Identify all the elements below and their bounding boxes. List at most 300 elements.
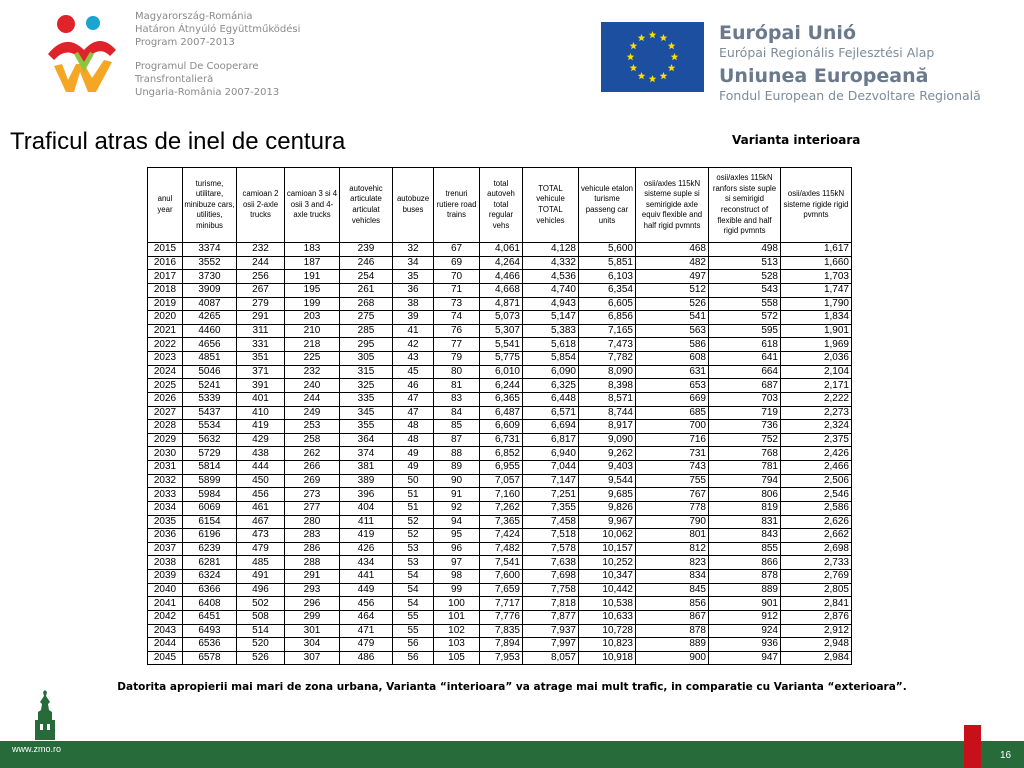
value-cell: 203	[285, 311, 340, 325]
value-cell: 53	[393, 542, 434, 556]
value-cell: 4265	[183, 311, 237, 325]
value-cell: 438	[237, 447, 285, 461]
value-cell: 631	[636, 365, 709, 379]
value-cell: 7,365	[480, 515, 523, 529]
value-cell: 99	[434, 583, 480, 597]
column-header: camioan 2 osii 2-axle trucks	[237, 168, 285, 243]
value-cell: 267	[237, 283, 285, 297]
value-cell: 6,365	[480, 392, 523, 406]
value-cell: 801	[636, 529, 709, 543]
value-cell: 6578	[183, 651, 237, 665]
value-cell: 55	[393, 624, 434, 638]
year-cell: 2038	[148, 556, 183, 570]
value-cell: 1,747	[781, 283, 852, 297]
value-cell: 806	[709, 488, 781, 502]
value-cell: 311	[237, 324, 285, 338]
value-cell: 404	[340, 501, 393, 515]
value-cell: 1,703	[781, 270, 852, 284]
value-cell: 7,262	[480, 501, 523, 515]
value-cell: 69	[434, 256, 480, 270]
year-cell: 2025	[148, 379, 183, 393]
value-cell: 262	[285, 447, 340, 461]
year-cell: 2017	[148, 270, 183, 284]
value-cell: 304	[285, 638, 340, 652]
value-cell: 266	[285, 461, 340, 475]
value-cell: 10,442	[579, 583, 636, 597]
value-cell: 5,600	[579, 243, 636, 257]
value-cell: 89	[434, 461, 480, 475]
value-cell: 434	[340, 556, 393, 570]
value-cell: 558	[709, 297, 781, 311]
value-cell: 8,057	[523, 651, 579, 665]
value-cell: 77	[434, 338, 480, 352]
table-row	[148, 570, 852, 584]
value-cell: 4,871	[480, 297, 523, 311]
value-cell: 456	[237, 488, 285, 502]
value-cell: 1,617	[781, 243, 852, 257]
value-cell: 2,984	[781, 651, 852, 665]
value-cell: 299	[285, 610, 340, 624]
value-cell: 396	[340, 488, 393, 502]
value-cell: 572	[709, 311, 781, 325]
value-cell: 7,953	[480, 651, 523, 665]
value-cell: 288	[285, 556, 340, 570]
table-row	[148, 461, 852, 475]
year-cell: 2015	[148, 243, 183, 257]
value-cell: 46	[393, 379, 434, 393]
column-header: TOTAL vehicule TOTAL vehicles	[523, 168, 579, 243]
value-cell: 364	[340, 433, 393, 447]
year-cell: 2029	[148, 433, 183, 447]
value-cell: 641	[709, 352, 781, 366]
value-cell: 912	[709, 610, 781, 624]
value-cell: 4,943	[523, 297, 579, 311]
year-cell: 2019	[148, 297, 183, 311]
value-cell: 74	[434, 311, 480, 325]
page-title: Traficul atras de inel de centura	[10, 128, 346, 155]
variant-label: Varianta interioara	[732, 133, 861, 147]
value-cell: 6,940	[523, 447, 579, 461]
value-cell: 34	[393, 256, 434, 270]
value-cell: 232	[285, 365, 340, 379]
value-cell: 6,090	[523, 365, 579, 379]
value-cell: 520	[237, 638, 285, 652]
value-cell: 81	[434, 379, 480, 393]
partner-program-logo	[44, 14, 122, 96]
value-cell: 2,841	[781, 597, 852, 611]
value-cell: 5,618	[523, 338, 579, 352]
table-row	[148, 297, 852, 311]
value-cell: 6,571	[523, 406, 579, 420]
value-cell: 7,717	[480, 597, 523, 611]
year-cell: 2045	[148, 651, 183, 665]
value-cell: 256	[237, 270, 285, 284]
table-row	[148, 270, 852, 284]
value-cell: 790	[636, 515, 709, 529]
value-cell: 351	[237, 352, 285, 366]
value-cell: 7,937	[523, 624, 579, 638]
table-row	[148, 597, 852, 611]
value-cell: 889	[709, 583, 781, 597]
value-cell: 5,147	[523, 311, 579, 325]
value-cell: 4,061	[480, 243, 523, 257]
value-cell: 38	[393, 297, 434, 311]
eu-logo-text	[719, 22, 981, 108]
value-cell: 51	[393, 501, 434, 515]
value-cell: 210	[285, 324, 340, 338]
column-header: anul year	[148, 168, 183, 243]
value-cell: 7,578	[523, 542, 579, 556]
value-cell: 105	[434, 651, 480, 665]
partner-program-text	[135, 10, 300, 99]
value-cell: 55	[393, 610, 434, 624]
value-cell: 669	[636, 392, 709, 406]
value-cell: 8,917	[579, 420, 636, 434]
value-cell: 10,728	[579, 624, 636, 638]
value-cell: 199	[285, 297, 340, 311]
value-cell: 47	[393, 392, 434, 406]
value-cell: 1,834	[781, 311, 852, 325]
value-cell: 32	[393, 243, 434, 257]
year-cell: 2024	[148, 365, 183, 379]
table-row	[148, 243, 852, 257]
value-cell: 781	[709, 461, 781, 475]
value-cell: 429	[237, 433, 285, 447]
value-cell: 2,426	[781, 447, 852, 461]
table-row	[148, 406, 852, 420]
value-cell: 8,090	[579, 365, 636, 379]
value-cell: 752	[709, 433, 781, 447]
value-cell: 5,073	[480, 311, 523, 325]
table-row	[148, 365, 852, 379]
value-cell: 845	[636, 583, 709, 597]
value-cell: 563	[636, 324, 709, 338]
value-cell: 239	[340, 243, 393, 257]
column-header: total autoveh total regular vehs	[480, 168, 523, 243]
value-cell: 843	[709, 529, 781, 543]
value-cell: 7,044	[523, 461, 579, 475]
value-cell: 512	[636, 283, 709, 297]
value-cell: 464	[340, 610, 393, 624]
value-cell: 513	[709, 256, 781, 270]
value-cell: 6,609	[480, 420, 523, 434]
value-cell: 468	[636, 243, 709, 257]
value-cell: 6324	[183, 570, 237, 584]
value-cell: 4460	[183, 324, 237, 338]
table-row	[148, 583, 852, 597]
value-cell: 4,536	[523, 270, 579, 284]
value-cell: 7,165	[579, 324, 636, 338]
value-cell: 508	[237, 610, 285, 624]
value-cell: 7,877	[523, 610, 579, 624]
table-row	[148, 638, 852, 652]
table-row	[148, 501, 852, 515]
value-cell: 6,010	[480, 365, 523, 379]
value-cell: 878	[709, 570, 781, 584]
value-cell: 5046	[183, 365, 237, 379]
value-cell: 2,222	[781, 392, 852, 406]
value-cell: 486	[340, 651, 393, 665]
table-header-row	[148, 168, 852, 243]
value-cell: 449	[340, 583, 393, 597]
value-cell: 355	[340, 420, 393, 434]
value-cell: 6196	[183, 529, 237, 543]
table-row	[148, 392, 852, 406]
value-cell: 7,518	[523, 529, 579, 543]
value-cell: 7,776	[480, 610, 523, 624]
value-cell: 70	[434, 270, 480, 284]
value-cell: 485	[237, 556, 285, 570]
value-cell: 3374	[183, 243, 237, 257]
value-cell: 49	[393, 447, 434, 461]
city-hall-tower-icon	[28, 690, 62, 740]
column-header: turisme, utilitare, minibuze cars, utilities, minibus	[183, 168, 237, 243]
year-cell: 2023	[148, 352, 183, 366]
value-cell: 703	[709, 392, 781, 406]
value-cell: 79	[434, 352, 480, 366]
value-cell: 94	[434, 515, 480, 529]
value-cell: 80	[434, 365, 480, 379]
value-cell: 878	[636, 624, 709, 638]
value-cell: 279	[237, 297, 285, 311]
value-cell: 743	[636, 461, 709, 475]
value-cell: 374	[340, 447, 393, 461]
value-cell: 6,325	[523, 379, 579, 393]
value-cell: 4087	[183, 297, 237, 311]
value-cell: 315	[340, 365, 393, 379]
value-cell: 331	[237, 338, 285, 352]
table-row	[148, 256, 852, 270]
table-row	[148, 542, 852, 556]
value-cell: 496	[237, 583, 285, 597]
value-cell: 6,354	[579, 283, 636, 297]
value-cell: 9,826	[579, 501, 636, 515]
value-cell: 461	[237, 501, 285, 515]
value-cell: 768	[709, 447, 781, 461]
year-cell: 2018	[148, 283, 183, 297]
value-cell: 4851	[183, 352, 237, 366]
value-cell: 6069	[183, 501, 237, 515]
table-row	[148, 283, 852, 297]
value-cell: 295	[340, 338, 393, 352]
column-header: osii/axles 115kN sisteme suple si semirigide axle equiv flexible and half rigid pvmnts	[636, 168, 709, 243]
value-cell: 497	[636, 270, 709, 284]
value-cell: 6,856	[579, 311, 636, 325]
value-cell: 5,854	[523, 352, 579, 366]
value-cell: 2,506	[781, 474, 852, 488]
value-cell: 543	[709, 283, 781, 297]
value-cell: 1,790	[781, 297, 852, 311]
value-cell: 335	[340, 392, 393, 406]
value-cell: 195	[285, 283, 340, 297]
value-cell: 4,264	[480, 256, 523, 270]
value-cell: 91	[434, 488, 480, 502]
table-row	[148, 311, 852, 325]
value-cell: 595	[709, 324, 781, 338]
table-row	[148, 324, 852, 338]
value-cell: 269	[285, 474, 340, 488]
column-header: autovehic articulate articulat vehicles	[340, 168, 393, 243]
value-cell: 240	[285, 379, 340, 393]
value-cell: 103	[434, 638, 480, 652]
value-cell: 96	[434, 542, 480, 556]
value-cell: 6451	[183, 610, 237, 624]
value-cell: 258	[285, 433, 340, 447]
value-cell: 7,638	[523, 556, 579, 570]
value-cell: 441	[340, 570, 393, 584]
value-cell: 71	[434, 283, 480, 297]
value-cell: 6,731	[480, 433, 523, 447]
column-header: osii/axles 115kN ranfors siste suple si semirigid reconstruct of flexible and half rigid pvmnts	[709, 168, 781, 243]
table-row	[148, 474, 852, 488]
value-cell: 54	[393, 570, 434, 584]
value-cell: 4,332	[523, 256, 579, 270]
value-cell: 42	[393, 338, 434, 352]
table-row	[148, 624, 852, 638]
value-cell: 4,128	[523, 243, 579, 257]
value-cell: 7,997	[523, 638, 579, 652]
value-cell: 10,918	[579, 651, 636, 665]
value-cell: 7,160	[480, 488, 523, 502]
value-cell: 2,324	[781, 420, 852, 434]
value-cell: 479	[237, 542, 285, 556]
value-cell: 97	[434, 556, 480, 570]
table-body	[148, 243, 852, 665]
value-cell: 275	[340, 311, 393, 325]
table-row	[148, 433, 852, 447]
value-cell: 1,660	[781, 256, 852, 270]
value-cell: 528	[709, 270, 781, 284]
value-cell: 482	[636, 256, 709, 270]
value-cell: 277	[285, 501, 340, 515]
value-cell: 7,600	[480, 570, 523, 584]
partner-line: Magyarország-Románia	[135, 11, 253, 22]
value-cell: 296	[285, 597, 340, 611]
value-cell: 7,835	[480, 624, 523, 638]
table-row	[148, 515, 852, 529]
value-cell: 7,758	[523, 583, 579, 597]
value-cell: 381	[340, 461, 393, 475]
value-cell: 700	[636, 420, 709, 434]
value-cell: 35	[393, 270, 434, 284]
value-cell: 867	[636, 610, 709, 624]
year-cell: 2037	[148, 542, 183, 556]
value-cell: 467	[237, 515, 285, 529]
value-cell: 5,307	[480, 324, 523, 338]
value-cell: 244	[237, 256, 285, 270]
value-cell: 719	[709, 406, 781, 420]
value-cell: 498	[709, 243, 781, 257]
value-cell: 100	[434, 597, 480, 611]
value-cell: 608	[636, 352, 709, 366]
value-cell: 856	[636, 597, 709, 611]
partner-line: Ungaria-România 2007-2013	[135, 87, 280, 99]
value-cell: 736	[709, 420, 781, 434]
year-cell: 2044	[148, 638, 183, 652]
value-cell: 444	[237, 461, 285, 475]
value-cell: 2,662	[781, 529, 852, 543]
year-cell: 2032	[148, 474, 183, 488]
value-cell: 2,036	[781, 352, 852, 366]
value-cell: 411	[340, 515, 393, 529]
value-cell: 4,668	[480, 283, 523, 297]
value-cell: 183	[285, 243, 340, 257]
value-cell: 10,823	[579, 638, 636, 652]
year-cell: 2021	[148, 324, 183, 338]
value-cell: 5632	[183, 433, 237, 447]
year-cell: 2033	[148, 488, 183, 502]
value-cell: 43	[393, 352, 434, 366]
value-cell: 6,448	[523, 392, 579, 406]
value-cell: 36	[393, 283, 434, 297]
value-cell: 5,851	[579, 256, 636, 270]
value-cell: 401	[237, 392, 285, 406]
year-cell: 2026	[148, 392, 183, 406]
value-cell: 6,103	[579, 270, 636, 284]
value-cell: 5814	[183, 461, 237, 475]
value-cell: 48	[393, 420, 434, 434]
value-cell: 98	[434, 570, 480, 584]
column-header: vehicule etalon turisme passeng car units	[579, 168, 636, 243]
value-cell: 6,487	[480, 406, 523, 420]
value-cell: 450	[237, 474, 285, 488]
value-cell: 3552	[183, 256, 237, 270]
value-cell: 268	[340, 297, 393, 311]
value-cell: 8,398	[579, 379, 636, 393]
partner-line: Programul De Cooperare	[135, 60, 259, 72]
value-cell: 6154	[183, 515, 237, 529]
value-cell: 2,948	[781, 638, 852, 652]
value-cell: 83	[434, 392, 480, 406]
value-cell: 85	[434, 420, 480, 434]
value-cell: 471	[340, 624, 393, 638]
value-cell: 7,458	[523, 515, 579, 529]
value-cell: 2,805	[781, 583, 852, 597]
value-cell: 426	[340, 542, 393, 556]
value-cell: 249	[285, 406, 340, 420]
value-cell: 7,782	[579, 352, 636, 366]
value-cell: 7,424	[480, 529, 523, 543]
value-cell: 866	[709, 556, 781, 570]
value-cell: 473	[237, 529, 285, 543]
value-cell: 778	[636, 501, 709, 515]
value-cell: 1,969	[781, 338, 852, 352]
value-cell: 586	[636, 338, 709, 352]
value-cell: 618	[709, 338, 781, 352]
year-cell: 2040	[148, 583, 183, 597]
value-cell: 191	[285, 270, 340, 284]
value-cell: 947	[709, 651, 781, 665]
value-cell: 2,171	[781, 379, 852, 393]
partner-line: Transfrontalieră	[135, 73, 214, 85]
value-cell: 5,541	[480, 338, 523, 352]
year-cell: 2036	[148, 529, 183, 543]
value-cell: 5899	[183, 474, 237, 488]
value-cell: 305	[340, 352, 393, 366]
table-row	[148, 352, 852, 366]
value-cell: 5729	[183, 447, 237, 461]
value-cell: 653	[636, 379, 709, 393]
value-cell: 10,062	[579, 529, 636, 543]
value-cell: 47	[393, 406, 434, 420]
value-cell: 6536	[183, 638, 237, 652]
value-cell: 2,466	[781, 461, 852, 475]
value-cell: 10,252	[579, 556, 636, 570]
value-cell: 2,273	[781, 406, 852, 420]
value-cell: 291	[285, 570, 340, 584]
value-cell: 6,605	[579, 297, 636, 311]
table-row	[148, 488, 852, 502]
